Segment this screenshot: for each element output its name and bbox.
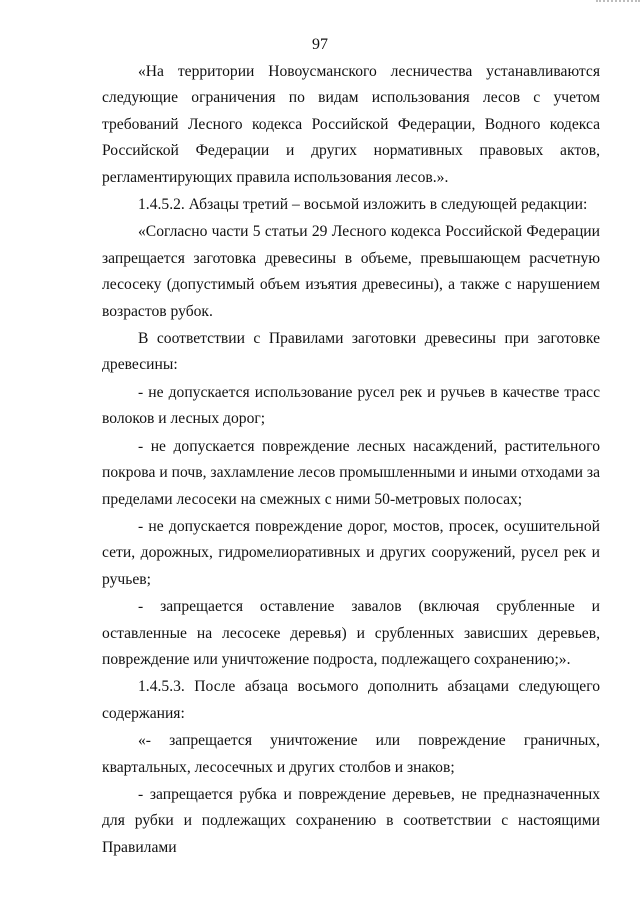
list-item-windfall: - запрещается оставление завалов (включая срубленные и оставленные на лесосеке деревья) и срубленных зависших деревьев, повреждение или уничтожение подроста, подлежащего сохранению;».	[102, 598, 600, 668]
scan-corner-mark	[596, 0, 640, 6]
list-item-river-beds: - не допускается использование русел рек и ручьев в качестве трасс волоков и лесных дорог;	[102, 383, 600, 428]
list-item-boundary-posts: «- запрещается уничтожение или повреждение граничных, квартальных, лесосечных и других столбов и знаков;	[102, 732, 600, 776]
list-item-plantation-damage: - не допускается повреждение лесных насаждений, растительного покрова и почв, захламление лесов промышленными и иными отходами за пределами лесосеки на смежных с ними 50-метровых полосах;	[102, 437, 600, 508]
paragraph-1-4-5-3: 1.4.5.3. После абзаца восьмого дополнить абзацами следующего содержания:	[102, 678, 600, 722]
list-item-protected-trees: - запрещается рубка и повреждение деревьев, не предназначенных для рубки и подлежащих сохранению в соответствии с настоящими Правилами	[102, 785, 600, 856]
paragraph-forest-code-article: «Согласно части 5 статьи 29 Лесного кодекса Российской Федерации запрещается заготовка древесины в объеме, превышающем расчетную лесосеку (допустимый объем изъятия древесины), а также с нарушением возрастов рубок.	[102, 223, 600, 320]
paragraph-restrictions-intro: «На территории Новоусманского лесничества устанавливаются следующие ограничения по видам использования лесов с учетом требований Лесного кодекса Российской Федерации, Водного кодекса Российской Федерации и других нормативных правовых актов, регламентирующих правила использования лесов.».	[102, 63, 600, 186]
page-number: 97	[312, 36, 328, 53]
document-body	[102, 59, 600, 861]
paragraph-1-4-5-2: 1.4.5.2. Абзацы третий – восьмой изложить в следующей редакции:	[138, 196, 588, 214]
list-item-roads-bridges: - не допускается повреждение дорог, мостов, просек, осушительной сети, дорожных, гидромелиоративных и других сооружений, русел рек и ручьев;	[102, 517, 600, 588]
paragraph-harvesting-rules: В соответствии с Правилами заготовки древесины при заготовке древесины:	[102, 330, 600, 374]
